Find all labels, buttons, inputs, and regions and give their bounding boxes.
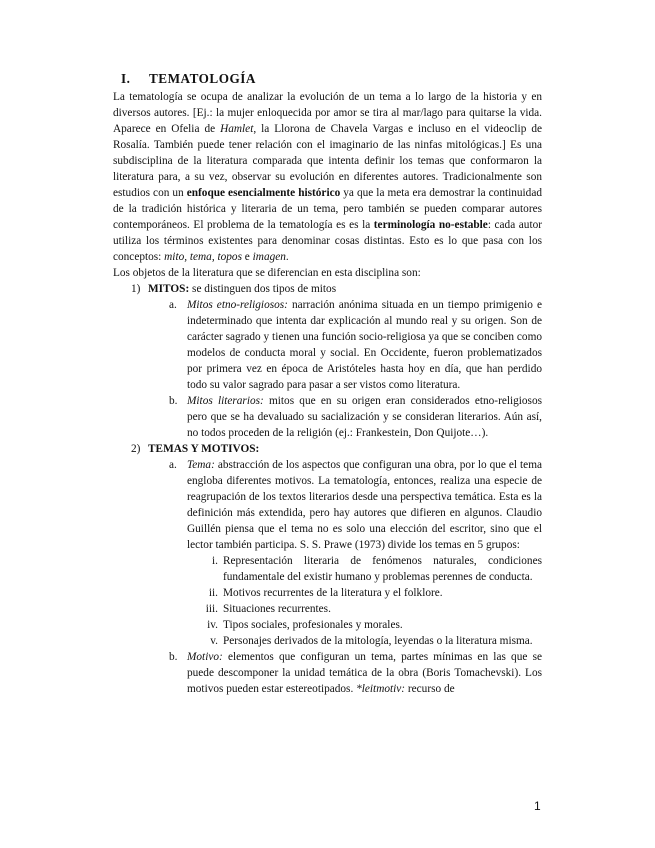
intro-text: . xyxy=(285,251,289,263)
section-heading xyxy=(121,70,542,88)
list-item-mitos-b xyxy=(113,393,542,441)
objects-line: Los objetos de la literatura que se diferencian en esta disciplina son: xyxy=(113,267,421,279)
page-content xyxy=(113,70,542,697)
intro-text: e xyxy=(241,251,253,263)
list-roman: iii. xyxy=(205,603,218,615)
group-text: Representación literaria de fenómenos naturales, condiciones fundamentale del existir humano y problemas perennes de conducta. xyxy=(223,555,542,583)
section-title: TEMATOLOGÍA xyxy=(149,71,256,86)
list-item-temas-a xyxy=(113,457,542,553)
intro-paragraph xyxy=(113,89,542,265)
list-item-group-5 xyxy=(113,633,542,649)
term-mitos-literarios: Mitos literarios: xyxy=(187,395,264,407)
definition-text: elementos que configuran un tema, partes mínimas en las que se puede descomponer la unidad temática de la obra (Boris Tomachevski). Los motivos pueden estar estereotipados. xyxy=(187,651,542,695)
list-item-mitos xyxy=(113,281,542,297)
group-text: Motivos recurrentes de la literatura y el folklore. xyxy=(223,587,443,599)
list-item-group-1 xyxy=(113,553,542,585)
intro-concepts: mito, tema, topos xyxy=(164,251,242,263)
group-text: Personajes derivados de la mitología, leyendas o la literatura misma. xyxy=(223,635,533,647)
list-letter: b. xyxy=(169,395,178,407)
page-number: 1 xyxy=(534,799,541,813)
list-number: 2) xyxy=(131,443,141,455)
intro-bold-terminologia: terminología no-estable xyxy=(373,219,488,231)
term-motivo: Motivo: xyxy=(187,651,223,663)
intro-hamlet: Hamlet xyxy=(220,123,254,135)
intro-text: : cada autor utiliza los términos existentes para denominar cosas distintas. Esto es lo que pasa con los conceptos: xyxy=(113,219,542,263)
intro-text: , la Llorona de Chavela Vargas e incluso en el videoclip de Rosalía. También puede tener relación con el imaginario de las ninfas mitológicas.] Es una subdisciplina de la literatura comparada que intenta definir los temas que conformaron la literatura para, a su vez, observar su evolución en diferentes autores. Tradicionalmente son estudios con un xyxy=(113,123,542,199)
list-item-group-4 xyxy=(113,617,542,633)
group-text: Tipos sociales, profesionales y morales. xyxy=(223,619,403,631)
definition-text: abstracción de los aspectos que configuran una obra, por lo que el tema engloba diferentes motivos. La tematología, entonces, realiza una especie de reagrupación de los textos literarios desde una perspectiva temática. Esta es la definición más extendida, pero hay autores que difieren en algunos. Claudio Guillén piensa que el tema no es solo una elección del escritor, sino que el lector también participa. S. S. Prawe (1973) divide los temas en 5 grupos: xyxy=(187,459,542,551)
list-letter: b. xyxy=(169,651,178,663)
term-tema: Tema: xyxy=(187,459,215,471)
term-leitmotiv: *leitmotiv: xyxy=(356,683,406,695)
temas-title: TEMAS Y MOTIVOS: xyxy=(148,443,260,455)
intro-bold-enfoque: enfoque esencialmente histórico xyxy=(186,187,341,199)
list-item-group-2 xyxy=(113,585,542,601)
list-number: 1) xyxy=(131,283,141,295)
intro-imagen: imagen xyxy=(252,251,286,263)
list-item-temas xyxy=(113,441,542,457)
term-mitos-etno: Mitos etno-religiosos: xyxy=(187,299,288,311)
group-text: Situaciones recurrentes. xyxy=(223,603,331,615)
list-roman: i. xyxy=(212,555,218,567)
intro-text: ya que la meta era demostrar la continuidad de la tradición histórica y literaria de un tema, pero también se pueden comparar autores contemporáneos. El problema de la tematología es es la xyxy=(113,187,542,231)
mitos-rest: se distinguen dos tipos de mitos xyxy=(189,283,337,295)
list-roman: iv. xyxy=(207,619,218,631)
list-item-mitos-a xyxy=(113,297,542,393)
definition-text: narración anónima situada en un tiempo primigenio e indeterminado que intenta dar explicación al mundo real y su origen. Son de carácter sagrado y tienen una función socio-religiosa ya que se conciben como modelos de conducta moral y social. En Occidente, fueron problematizados por primera vez en época de Aristóteles hasta hoy en día, que han perdido todo su valor sagrado para pasar a ser vistos como literatura. xyxy=(187,299,542,391)
list-roman: v. xyxy=(210,635,218,647)
mitos-title: MITOS: xyxy=(148,283,190,295)
intro-text: La tematología se ocupa de analizar la evolución de un tema a lo largo de la historia y en diversos autores. [Ej.: la mujer enloquecida por amor se tira al mar/lago para quitarse la vida. Aparece en Ofelia de xyxy=(113,91,542,135)
list-item-group-3 xyxy=(113,601,542,617)
list-roman: ii. xyxy=(208,587,218,599)
definition-text: mitos que en su origen eran considerados etno-religiosos pero que se ha devaluado su sacialización y se consideran literarios. Aún así, no todos proceden de la religión (ej.: Frankestein, Don Quijote…). xyxy=(187,395,543,439)
list-letter: a. xyxy=(169,299,177,311)
list-letter: a. xyxy=(169,459,177,471)
section-number: I. xyxy=(121,71,131,86)
list-item-temas-b xyxy=(113,649,542,697)
definition-text: recurso de xyxy=(405,683,455,695)
